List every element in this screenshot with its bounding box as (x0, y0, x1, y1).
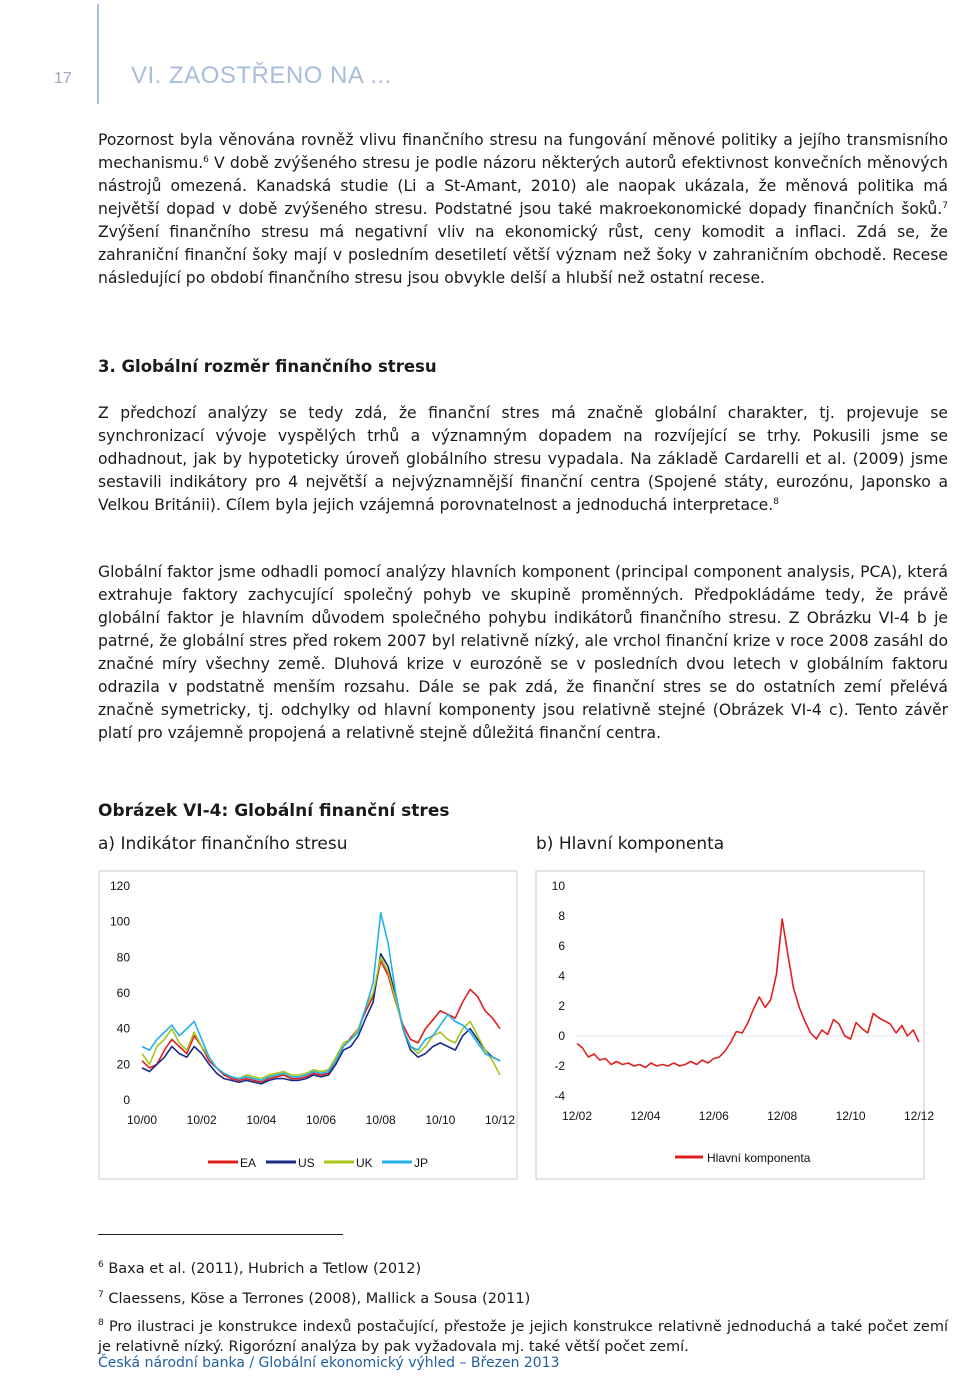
paragraph-3: Globální faktor jsme odhadli pomocí analýzy hlavních komponent (principal component analysis, PCA), která extrahuje faktory zachycující společný pohyb ve skupině proměnných. Předpokládáme tedy, že právě globální faktor je hlavním důvodem společného pohybu indikátorů finančního stresu. Z Obrázku VI-4 b je patrné, že globální stres před rokem 2007 byl relativně nízký, ale vrchol finanční krize v roce 2008 zasáhl do značné míry všechny země. Dluhová krize v eurozóně se v posledních dvou letech v globálním faktoru odrazila v podstatně menším rozsahu. Dále se pak zdá, že finanční stres se do ostatních zemí přelévá značně symetricky, tj. odchylky od hlavní komponenty jsou relativně stejné (Obrázek VI-4 c). Tento závěr platí pro vzájemně propojená a relativně stejně důležitá finanční centra. (98, 563, 948, 742)
y-tick-label: 20 (116, 1057, 130, 1072)
figure-subtitle-b: b) Hlavní komponenta (536, 834, 725, 854)
series-line-us (142, 954, 500, 1084)
footnote-6 (98, 1255, 948, 1279)
footnote-7-text: Claessens, Köse a Terrones (2008), Mallick a Sousa (2011) (108, 1290, 531, 1307)
x-tick-label: 10/04 (246, 1113, 277, 1127)
figure-title: Obrázek VI-4: Globální finanční stres (98, 801, 450, 821)
x-tick-label: 12/04 (630, 1109, 661, 1123)
series-line-jp (142, 913, 500, 1081)
y-tick-label: 120 (109, 879, 130, 893)
x-tick-label: 10/08 (365, 1113, 396, 1127)
footnote-ref-6[interactable]: 6 (203, 154, 209, 165)
x-tick-label: 10/00 (126, 1113, 158, 1127)
y-tick-label: 40 (116, 1021, 130, 1036)
header-divider (97, 4, 99, 104)
series-line-ea (142, 961, 500, 1082)
y-tick-label: 0 (558, 1029, 565, 1043)
footnote-6-text: Baxa et al. (2011), Hubrich a Tetlow (2012) (108, 1260, 422, 1277)
chart-principal-component (535, 870, 935, 1180)
y-tick-label: 100 (109, 914, 130, 929)
legend-label-hlavni-komponenta: Hlavní komponenta (707, 1151, 811, 1165)
footnote-7-number: 7 (98, 1290, 104, 1300)
y-tick-label: 6 (558, 939, 565, 953)
y-tick-label: 2 (558, 999, 565, 1013)
y-tick-label: -2 (554, 1059, 565, 1073)
chart-frame (99, 871, 517, 1179)
x-tick-label: 10/10 (425, 1113, 456, 1127)
x-tick-label: 12/06 (698, 1109, 729, 1123)
footnote-8-number: 8 (98, 1318, 104, 1328)
footnote-divider (98, 1234, 343, 1235)
section-title: VI. ZAOSTŘENO NA ... (131, 62, 392, 89)
x-tick-label: 12/02 (561, 1109, 593, 1123)
x-tick-label: 10/12 (484, 1113, 516, 1127)
x-tick-label: 12/10 (835, 1109, 866, 1123)
paragraph-1 (98, 129, 948, 290)
series-line-hlavní-komponenta (577, 919, 919, 1068)
paragraph-2 (98, 402, 948, 517)
legend-label-ea: EA (240, 1156, 257, 1170)
figure-subtitle-a: a) Indikátor finančního stresu (98, 834, 348, 854)
chart-stress-indicator (98, 870, 518, 1180)
paragraph-1-part-3: Zvýšení finančního stresu má negativní vliv na ekonomický růst, ceny komodit a inflaci. Zdá se, že zahraniční finanční šoky mají v posledním desetiletí větší význam než šoky v zahraničním obchodě. Recese následující po období finančního stresu jsou obvykle delší a hlubší než ostatní recese. (98, 223, 948, 287)
page-number: 17 (54, 70, 72, 87)
footnote-8-text: Pro ilustraci je konstrukce indexů postačující, přestože je jejich konstrukce relativně jednoduchá a také počet zemí je relativně nízký. Rigorózní analýza by pak vyžadovala mj. také větší počet zemí. (98, 1318, 948, 1355)
y-tick-label: 80 (116, 950, 130, 965)
footnote-ref-8[interactable]: 8 (773, 496, 779, 507)
y-tick-label: 0 (123, 1093, 130, 1107)
page-footer: Česká národní banka / Globální ekonomický výhled – Březen 2013 (98, 1355, 560, 1371)
x-tick-label: 12/12 (903, 1109, 935, 1123)
paragraph-2-text: Z předchozí analýzy se tedy zdá, že finanční stres má značně globální charakter, tj. projevuje se synchronizací vývoje vyspělých trhů a významným dopadem na rozvíjející se trhy. Pokusili jsme se odhadnout, jak by hypoteticky úroveň globálního stresu vypadala. Na základě Cardarelli et al. (2009) jsme sestavili indikátory pro 4 největší a nejvýznamnější finanční centra (Spojené státy, eurozónu, Japonsko a Velkou Británii). Cílem byla jejich vzájemná porovnatelnost a jednoduchá interpretace. (98, 404, 948, 514)
paragraph-1-part-2: V době zvýšeného stresu je podle názoru některých autorů efektivnost konvečních měnových nástrojů omezená. Kanadská studie (Li a St-Amant, 2010) ale naopak ukázala, že měnová politika má největší dopad v době zvýšeného stresu. Podstatné jsou také makroekonomické dopady finančních šoků. (98, 154, 948, 218)
y-tick-label: 4 (558, 969, 565, 983)
legend-label-jp: JP (414, 1156, 429, 1170)
footnote-6-number: 6 (98, 1260, 104, 1270)
footnote-8 (98, 1313, 948, 1357)
footnote-ref-7[interactable]: 7 (942, 200, 948, 211)
y-tick-label: 60 (116, 986, 130, 1000)
y-tick-label: -4 (554, 1089, 565, 1103)
series-line-uk (142, 957, 500, 1078)
chart-frame (536, 871, 924, 1179)
legend-label-us: US (298, 1156, 315, 1170)
legend-label-uk: UK (356, 1156, 373, 1170)
x-tick-label: 10/06 (305, 1113, 337, 1127)
paragraph-1-part-1: Pozornost byla věnována rovněž vlivu finančního stresu na fungování měnové politiky a jejího transmisního mechanismu. (98, 131, 948, 172)
section-heading: 3. Globální rozměr finančního stresu (98, 357, 437, 376)
x-tick-label: 10/02 (186, 1113, 217, 1127)
y-tick-label: 8 (558, 909, 565, 923)
footnote-7 (98, 1285, 948, 1309)
y-tick-label: 10 (551, 879, 565, 893)
x-tick-label: 12/08 (767, 1109, 798, 1123)
